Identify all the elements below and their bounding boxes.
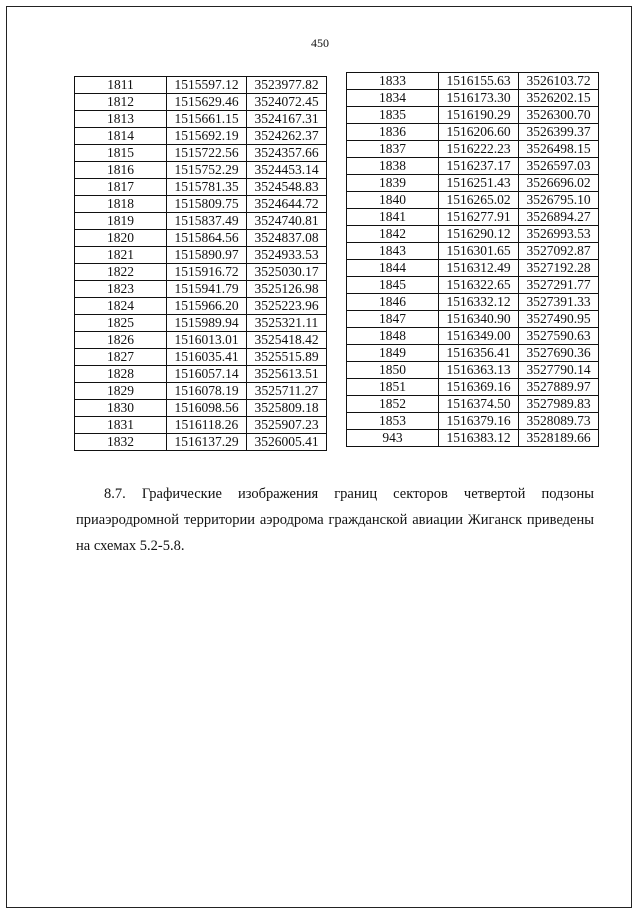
x-coordinate-cell: 1516363.13 [439, 362, 519, 379]
point-number-cell: 1811 [75, 77, 167, 94]
x-coordinate-cell: 1516137.29 [167, 434, 247, 451]
table-row [75, 332, 327, 349]
point-number-cell: 1851 [347, 379, 439, 396]
x-coordinate-cell: 1515661.15 [167, 111, 247, 128]
table-row [347, 226, 599, 243]
x-coordinate-cell: 1515629.46 [167, 94, 247, 111]
x-coordinate-cell: 1516118.26 [167, 417, 247, 434]
point-number-cell: 1825 [75, 315, 167, 332]
y-coordinate-cell: 3526498.15 [519, 141, 599, 158]
y-coordinate-cell: 3527690.36 [519, 345, 599, 362]
y-coordinate-cell: 3527291.77 [519, 277, 599, 294]
x-coordinate-cell: 1516356.41 [439, 345, 519, 362]
table-row [75, 383, 327, 400]
table-row [347, 175, 599, 192]
point-number-cell: 1826 [75, 332, 167, 349]
y-coordinate-cell: 3524262.37 [247, 128, 327, 145]
point-number-cell: 1828 [75, 366, 167, 383]
y-coordinate-cell: 3526103.72 [519, 73, 599, 90]
table-row [75, 94, 327, 111]
point-number-cell: 1834 [347, 90, 439, 107]
y-coordinate-cell: 3527490.95 [519, 311, 599, 328]
x-coordinate-cell: 1516098.56 [167, 400, 247, 417]
y-coordinate-cell: 3525613.51 [247, 366, 327, 383]
y-coordinate-cell: 3525907.23 [247, 417, 327, 434]
point-number-cell: 1843 [347, 243, 439, 260]
table-row [75, 128, 327, 145]
x-coordinate-cell: 1516173.30 [439, 90, 519, 107]
table-row [75, 230, 327, 247]
x-coordinate-cell: 1515989.94 [167, 315, 247, 332]
y-coordinate-cell: 3523977.82 [247, 77, 327, 94]
x-coordinate-cell: 1516190.29 [439, 107, 519, 124]
table-row [347, 90, 599, 107]
table-row [347, 107, 599, 124]
x-coordinate-cell: 1516057.14 [167, 366, 247, 383]
point-number-cell: 1839 [347, 175, 439, 192]
y-coordinate-cell: 3524357.66 [247, 145, 327, 162]
table-row [75, 434, 327, 451]
point-number-cell: 943 [347, 430, 439, 447]
y-coordinate-cell: 3528189.66 [519, 430, 599, 447]
x-coordinate-cell: 1516222.23 [439, 141, 519, 158]
y-coordinate-cell: 3525126.98 [247, 281, 327, 298]
table-row [75, 298, 327, 315]
table-row [75, 162, 327, 179]
y-coordinate-cell: 3525223.96 [247, 298, 327, 315]
y-coordinate-cell: 3527889.97 [519, 379, 599, 396]
y-coordinate-cell: 3526399.37 [519, 124, 599, 141]
point-number-cell: 1853 [347, 413, 439, 430]
point-number-cell: 1830 [75, 400, 167, 417]
y-coordinate-cell: 3524167.31 [247, 111, 327, 128]
x-coordinate-cell: 1516155.63 [439, 73, 519, 90]
x-coordinate-cell: 1515722.56 [167, 145, 247, 162]
point-number-cell: 1829 [75, 383, 167, 400]
x-coordinate-cell: 1515809.75 [167, 196, 247, 213]
point-number-cell: 1827 [75, 349, 167, 366]
x-coordinate-cell: 1515890.97 [167, 247, 247, 264]
x-coordinate-cell: 1516383.12 [439, 430, 519, 447]
y-coordinate-cell: 3525321.11 [247, 315, 327, 332]
x-coordinate-cell: 1515752.29 [167, 162, 247, 179]
table-row [347, 158, 599, 175]
x-coordinate-cell: 1516277.91 [439, 209, 519, 226]
table-row [347, 124, 599, 141]
x-coordinate-cell: 1515941.79 [167, 281, 247, 298]
point-number-cell: 1821 [75, 247, 167, 264]
y-coordinate-cell: 3526894.27 [519, 209, 599, 226]
y-coordinate-cell: 3525711.27 [247, 383, 327, 400]
section-paragraph [76, 481, 594, 559]
table-row [347, 396, 599, 413]
table-body-left [75, 77, 327, 451]
table-row [347, 345, 599, 362]
x-coordinate-cell: 1515966.20 [167, 298, 247, 315]
table-row [75, 196, 327, 213]
y-coordinate-cell: 3524740.81 [247, 213, 327, 230]
table-row [347, 209, 599, 226]
coordinates-table-right [346, 72, 599, 447]
point-number-cell: 1835 [347, 107, 439, 124]
x-coordinate-cell: 1515781.35 [167, 179, 247, 196]
y-coordinate-cell: 3525809.18 [247, 400, 327, 417]
table-row [75, 111, 327, 128]
table-row [75, 349, 327, 366]
x-coordinate-cell: 1515916.72 [167, 264, 247, 281]
x-coordinate-cell: 1516206.60 [439, 124, 519, 141]
x-coordinate-cell: 1516290.12 [439, 226, 519, 243]
y-coordinate-cell: 3527192.28 [519, 260, 599, 277]
point-number-cell: 1852 [347, 396, 439, 413]
point-number-cell: 1836 [347, 124, 439, 141]
y-coordinate-cell: 3527590.63 [519, 328, 599, 345]
point-number-cell: 1849 [347, 345, 439, 362]
table-row [75, 213, 327, 230]
point-number-cell: 1847 [347, 311, 439, 328]
y-coordinate-cell: 3524933.53 [247, 247, 327, 264]
coordinates-table-left [74, 76, 327, 451]
x-coordinate-cell: 1516013.01 [167, 332, 247, 349]
x-coordinate-cell: 1516237.17 [439, 158, 519, 175]
x-coordinate-cell: 1515692.19 [167, 128, 247, 145]
y-coordinate-cell: 3524453.14 [247, 162, 327, 179]
point-number-cell: 1832 [75, 434, 167, 451]
table-row [75, 145, 327, 162]
point-number-cell: 1814 [75, 128, 167, 145]
point-number-cell: 1818 [75, 196, 167, 213]
y-coordinate-cell: 3524644.72 [247, 196, 327, 213]
y-coordinate-cell: 3526202.15 [519, 90, 599, 107]
point-number-cell: 1815 [75, 145, 167, 162]
table-row [347, 73, 599, 90]
table-row [347, 328, 599, 345]
y-coordinate-cell: 3526597.03 [519, 158, 599, 175]
point-number-cell: 1838 [347, 158, 439, 175]
point-number-cell: 1824 [75, 298, 167, 315]
table-row [347, 430, 599, 447]
y-coordinate-cell: 3528089.73 [519, 413, 599, 430]
table-row [347, 294, 599, 311]
paragraph-line-2: приаэродромной территории аэродрома гражданской авиации Жиганск приведены [76, 512, 594, 528]
point-number-cell: 1842 [347, 226, 439, 243]
point-number-cell: 1813 [75, 111, 167, 128]
y-coordinate-cell: 3527790.14 [519, 362, 599, 379]
y-coordinate-cell: 3526696.02 [519, 175, 599, 192]
x-coordinate-cell: 1516078.19 [167, 383, 247, 400]
y-coordinate-cell: 3524548.83 [247, 179, 327, 196]
y-coordinate-cell: 3524072.45 [247, 94, 327, 111]
y-coordinate-cell: 3525030.17 [247, 264, 327, 281]
x-coordinate-cell: 1516374.50 [439, 396, 519, 413]
x-coordinate-cell: 1516369.16 [439, 379, 519, 396]
y-coordinate-cell: 3526005.41 [247, 434, 327, 451]
point-number-cell: 1816 [75, 162, 167, 179]
point-number-cell: 1833 [347, 73, 439, 90]
x-coordinate-cell: 1516379.16 [439, 413, 519, 430]
x-coordinate-cell: 1516332.12 [439, 294, 519, 311]
y-coordinate-cell: 3526795.10 [519, 192, 599, 209]
table-row [347, 243, 599, 260]
table-row [347, 277, 599, 294]
y-coordinate-cell: 3525515.89 [247, 349, 327, 366]
table-row [75, 366, 327, 383]
table-row [347, 362, 599, 379]
table-row [347, 192, 599, 209]
y-coordinate-cell: 3527391.33 [519, 294, 599, 311]
paragraph-line-3: на схемах 5.2-5.8. [76, 538, 185, 554]
point-number-cell: 1841 [347, 209, 439, 226]
point-number-cell: 1845 [347, 277, 439, 294]
y-coordinate-cell: 3525418.42 [247, 332, 327, 349]
table-row [75, 77, 327, 94]
page-number: 450 [311, 36, 329, 50]
point-number-cell: 1819 [75, 213, 167, 230]
point-number-cell: 1822 [75, 264, 167, 281]
y-coordinate-cell: 3527092.87 [519, 243, 599, 260]
table-row [75, 179, 327, 196]
table-row [75, 264, 327, 281]
x-coordinate-cell: 1516322.65 [439, 277, 519, 294]
x-coordinate-cell: 1516265.02 [439, 192, 519, 209]
point-number-cell: 1850 [347, 362, 439, 379]
table-row [347, 413, 599, 430]
table-row [75, 281, 327, 298]
y-coordinate-cell: 3527989.83 [519, 396, 599, 413]
table-body-right [347, 73, 599, 447]
x-coordinate-cell: 1516301.65 [439, 243, 519, 260]
x-coordinate-cell: 1516340.90 [439, 311, 519, 328]
table-row [75, 315, 327, 332]
table-row [75, 417, 327, 434]
table-row [75, 247, 327, 264]
x-coordinate-cell: 1516312.49 [439, 260, 519, 277]
table-row [75, 400, 327, 417]
x-coordinate-cell: 1516349.00 [439, 328, 519, 345]
point-number-cell: 1844 [347, 260, 439, 277]
y-coordinate-cell: 3526993.53 [519, 226, 599, 243]
point-number-cell: 1837 [347, 141, 439, 158]
x-coordinate-cell: 1515597.12 [167, 77, 247, 94]
y-coordinate-cell: 3524837.08 [247, 230, 327, 247]
point-number-cell: 1812 [75, 94, 167, 111]
x-coordinate-cell: 1516035.41 [167, 349, 247, 366]
point-number-cell: 1820 [75, 230, 167, 247]
point-number-cell: 1831 [75, 417, 167, 434]
y-coordinate-cell: 3526300.70 [519, 107, 599, 124]
table-row [347, 379, 599, 396]
x-coordinate-cell: 1516251.43 [439, 175, 519, 192]
x-coordinate-cell: 1515837.49 [167, 213, 247, 230]
point-number-cell: 1817 [75, 179, 167, 196]
point-number-cell: 1840 [347, 192, 439, 209]
table-row [347, 311, 599, 328]
point-number-cell: 1848 [347, 328, 439, 345]
paragraph-line-1: 8.7. Графические изображения границ секторов четвертой подзоны [104, 486, 594, 502]
point-number-cell: 1823 [75, 281, 167, 298]
table-row [347, 260, 599, 277]
x-coordinate-cell: 1515864.56 [167, 230, 247, 247]
point-number-cell: 1846 [347, 294, 439, 311]
table-row [347, 141, 599, 158]
